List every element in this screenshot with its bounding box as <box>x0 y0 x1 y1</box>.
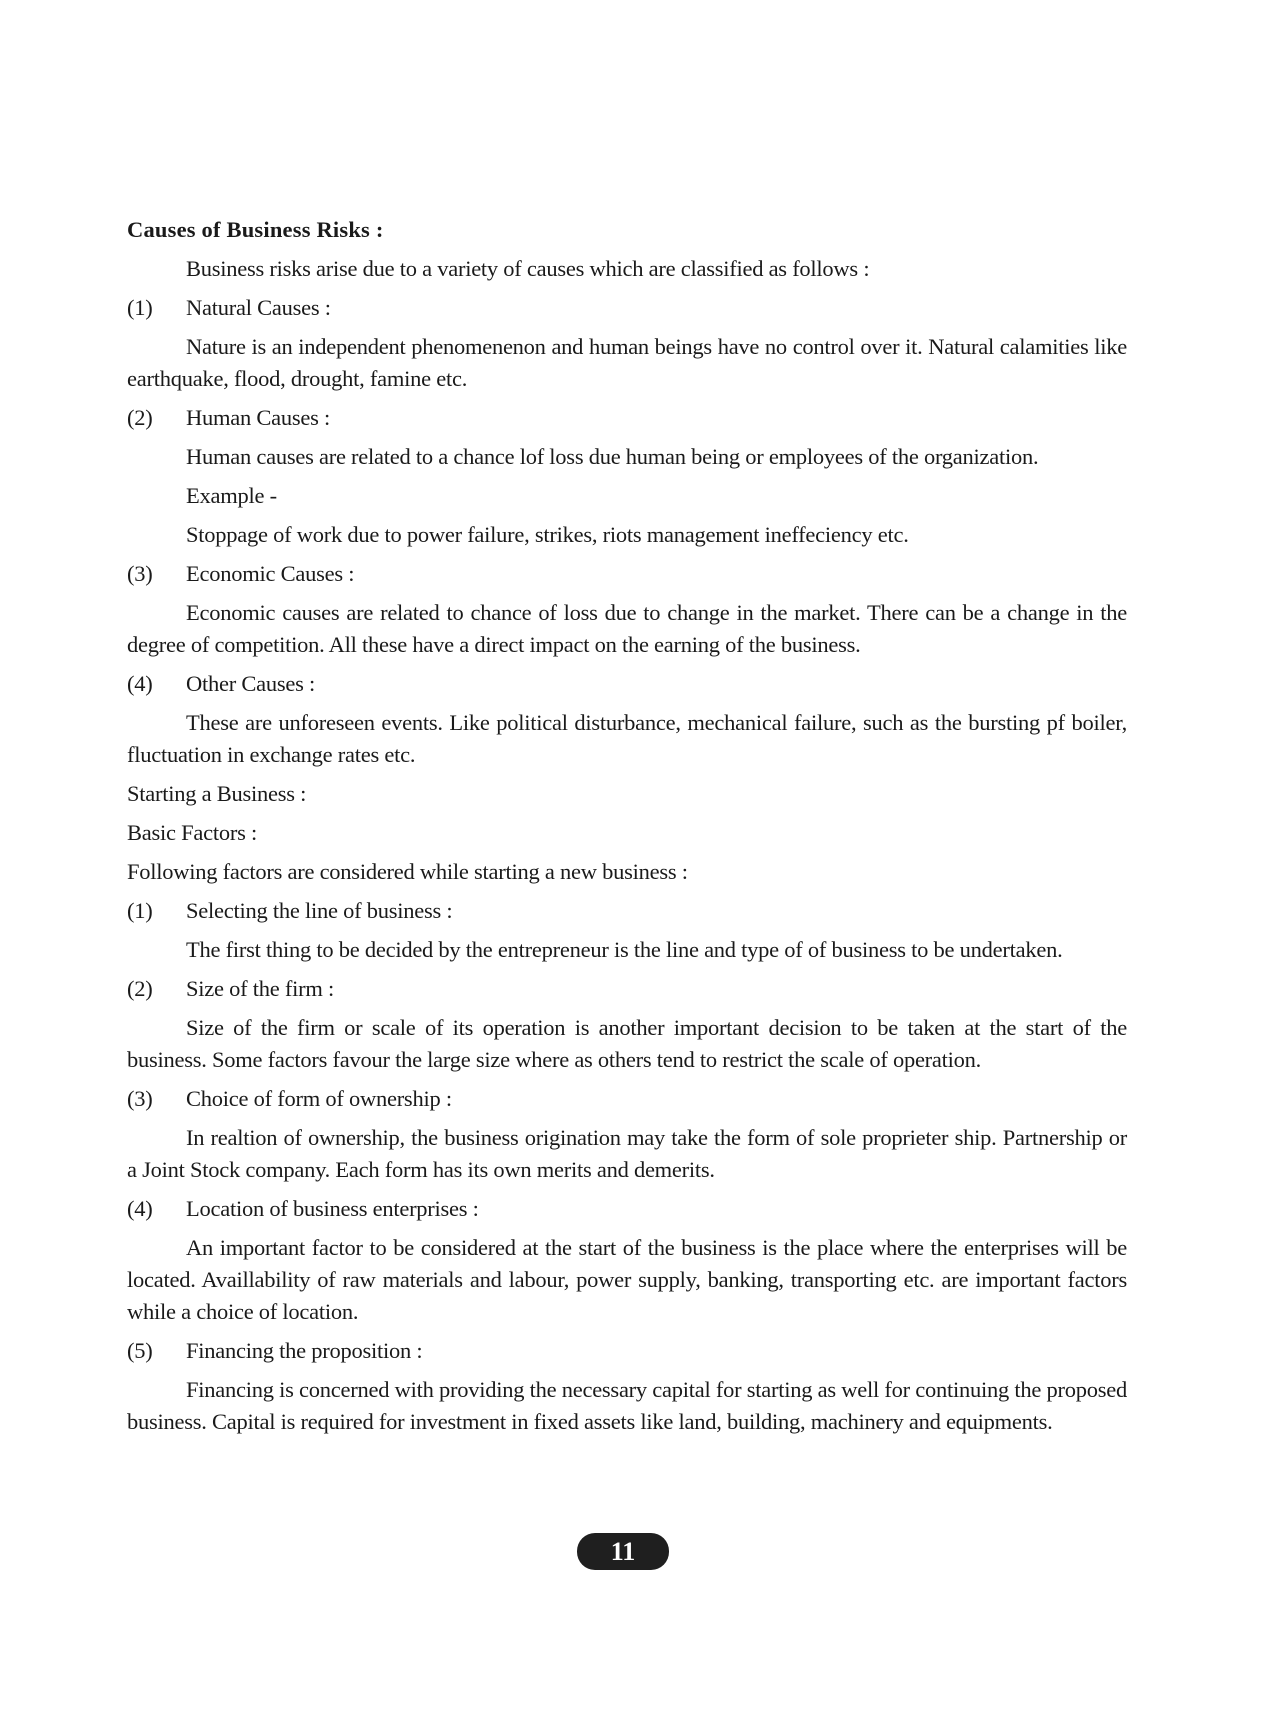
item-number: (1) <box>127 898 153 923</box>
list-item-financing <box>127 1335 1127 1367</box>
item-number: (4) <box>127 1196 153 1221</box>
item-number: (2) <box>127 405 153 430</box>
list-item-form-of-ownership <box>127 1083 1127 1115</box>
list-item-economic-causes <box>127 558 1127 590</box>
item-text: The first thing to be decided by the entrepreneur is the line and type of of business to be undertaken. <box>186 937 1063 962</box>
item-number: (4) <box>127 671 153 696</box>
item-title: Other Causes : <box>186 671 315 696</box>
item-title: Human Causes : <box>186 405 330 430</box>
subheading-basic-factors: Basic Factors : <box>127 820 257 845</box>
item-text: Human causes are related to a chance lof loss due human being or employees of the organization. <box>186 444 1039 469</box>
item-number: (2) <box>127 976 153 1001</box>
list-item-other-causes <box>127 668 1127 700</box>
page-number-badge: 11 <box>577 1533 669 1570</box>
item-text: In realtion of ownership, the business origination may take the form of sole proprieter ship. Partnership or a Joint Stock company. Each form has its own merits and demerits. <box>127 1125 1127 1182</box>
item-text: Nature is an independent phenomenenon and human beings have no control over it. Natural calamities like earthquake, flood, drought, famine etc. <box>127 334 1127 391</box>
list-item-location <box>127 1193 1127 1225</box>
item-text: Financing is concerned with providing the necessary capital for starting as well for continuing the proposed business. Capital is required for investment in fixed assets like land, building, machinery and equipments. <box>127 1377 1127 1434</box>
example-text: Stoppage of work due to power failure, strikes, riots management ineffeciency etc. <box>186 522 909 547</box>
item-title: Location of business enterprises : <box>186 1196 479 1221</box>
item-title: Choice of form of ownership : <box>186 1086 452 1111</box>
list-item-line-of-business <box>127 895 1127 927</box>
item-title: Financing the proposition : <box>186 1338 423 1363</box>
list-item-natural-causes <box>127 292 1127 324</box>
list-item-size-of-firm <box>127 973 1127 1005</box>
section-heading-starting-business: Starting a Business : <box>127 781 307 806</box>
item-title: Economic Causes : <box>186 561 355 586</box>
item-text: Economic causes are related to chance of loss due to change in the market. There can be a change in the degree of competition. All these have a direct impact on the earning of the business. <box>127 600 1127 657</box>
section-intro-factors: Following factors are considered while starting a new business : <box>127 859 688 884</box>
item-title: Selecting the line of business : <box>186 898 453 923</box>
item-number: (1) <box>127 295 153 320</box>
item-title: Natural Causes : <box>186 295 331 320</box>
list-item-human-causes <box>127 402 1127 434</box>
item-text: Size of the firm or scale of its operation is another important decision to be taken at the start of the business. Some factors favour the large size where as others tend to restrict the scale of operation. <box>127 1015 1127 1072</box>
section-intro-causes: Business risks arise due to a variety of causes which are classified as follows : <box>186 256 870 281</box>
item-text: An important factor to be considered at the start of the business is the place where the enterprises will be located. Availlability of raw materials and labour, power supply, banking, transporting etc. are important factors while a choice of location. <box>127 1235 1127 1324</box>
item-number: (3) <box>127 1086 153 1111</box>
item-text: These are unforeseen events. Like political disturbance, mechanical failure, such as the bursting pf boiler, fluctuation in exchange rates etc. <box>127 710 1127 767</box>
item-title: Size of the firm : <box>186 976 334 1001</box>
item-number: (3) <box>127 561 153 586</box>
example-label: Example - <box>186 483 277 508</box>
section-heading-causes: Causes of Business Risks : <box>127 217 384 242</box>
page-content <box>127 214 1127 1445</box>
item-number: (5) <box>127 1338 153 1363</box>
